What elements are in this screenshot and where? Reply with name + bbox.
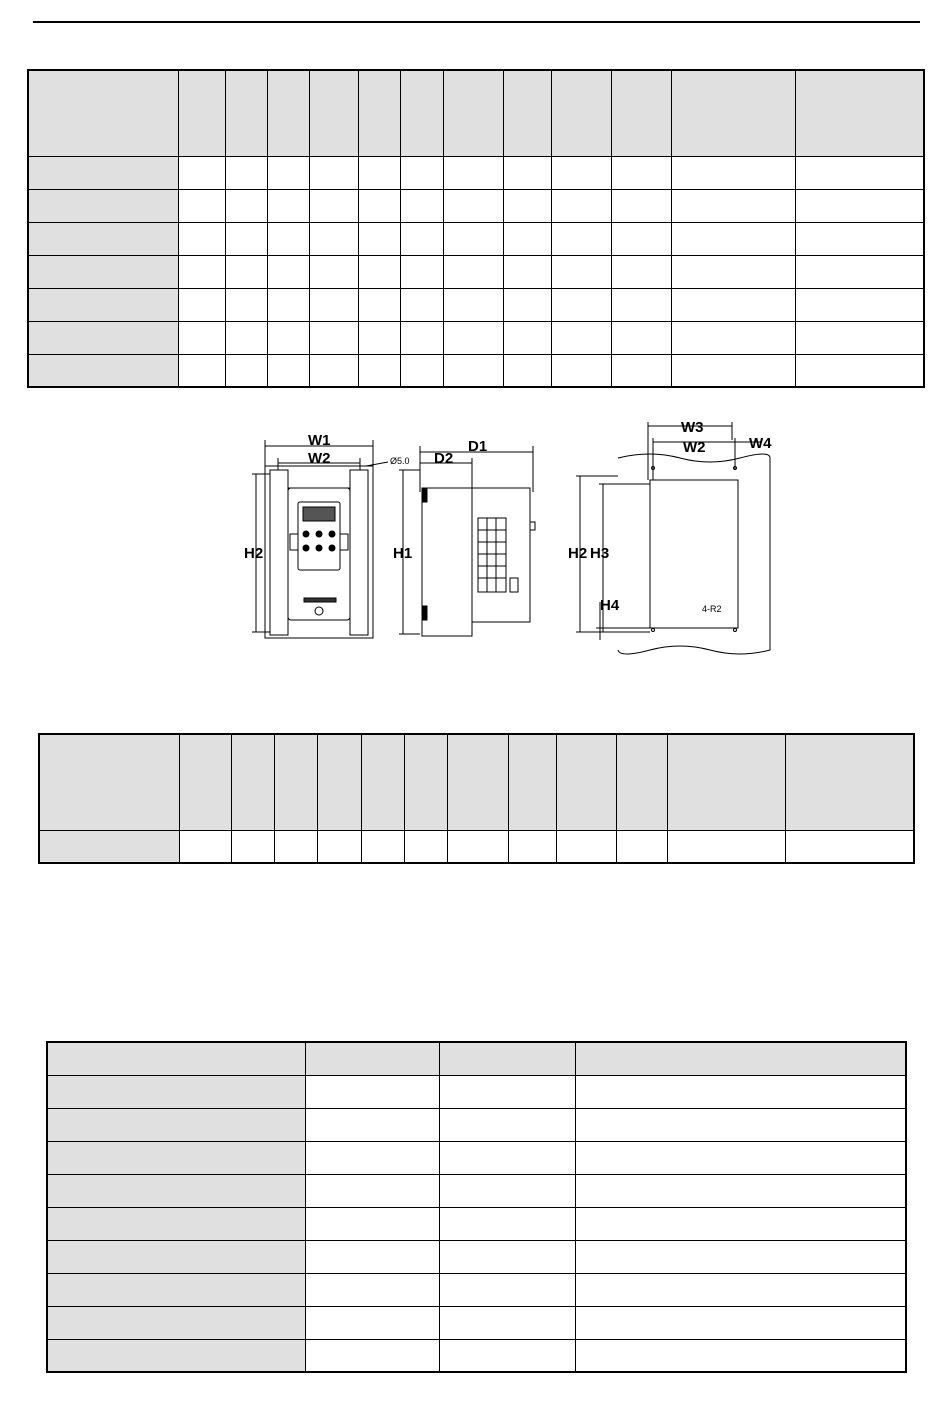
table-cell <box>267 288 309 321</box>
table-cell <box>611 255 671 288</box>
table-cell <box>358 222 400 255</box>
table-cell <box>503 354 551 387</box>
header-cell <box>575 1042 906 1075</box>
table-cell <box>400 255 443 288</box>
table-cell <box>575 1273 906 1306</box>
table-cell <box>400 222 443 255</box>
header-cell <box>225 70 267 156</box>
table-cell <box>551 354 611 387</box>
row-label-cell <box>47 1273 305 1306</box>
table-row <box>47 1108 906 1141</box>
table-cell <box>358 321 400 354</box>
table-cell <box>358 156 400 189</box>
table-cell <box>305 1075 439 1108</box>
table-cell <box>556 830 616 863</box>
header-cell <box>508 734 556 830</box>
row-label-cell <box>28 189 178 222</box>
header-cell <box>439 1042 575 1075</box>
table-cell <box>305 1141 439 1174</box>
table-cell <box>361 830 404 863</box>
table-cell <box>575 1174 906 1207</box>
table-cell <box>225 354 267 387</box>
table-cell <box>443 288 503 321</box>
table-cell <box>178 321 225 354</box>
table-cell <box>611 222 671 255</box>
table-cell <box>225 189 267 222</box>
table-cell <box>443 189 503 222</box>
label-h1: H1 <box>393 545 413 562</box>
header-cell <box>274 734 317 830</box>
table-cell <box>575 1207 906 1240</box>
row-label-cell <box>28 354 178 387</box>
row-label-cell <box>39 830 179 863</box>
table-row <box>28 156 924 189</box>
table-cell <box>616 830 667 863</box>
table-cell <box>671 321 795 354</box>
table-cell <box>551 255 611 288</box>
table-cell <box>305 1339 439 1372</box>
table-cell <box>575 1108 906 1141</box>
front-view <box>252 440 388 638</box>
header-cell <box>317 734 361 830</box>
table-cell <box>267 354 309 387</box>
table-cell <box>447 830 508 863</box>
header-cell-model <box>28 70 178 156</box>
row-label-cell <box>28 255 178 288</box>
table-cell <box>309 189 358 222</box>
table-cell <box>795 222 924 255</box>
row-label-cell <box>47 1240 305 1273</box>
table-row <box>47 1141 906 1174</box>
table-cell <box>178 288 225 321</box>
table-cell <box>309 222 358 255</box>
row-label-cell <box>28 222 178 255</box>
table-cell <box>309 156 358 189</box>
row-label-cell <box>47 1174 305 1207</box>
table-cell <box>551 321 611 354</box>
table-cell <box>443 255 503 288</box>
table-cell <box>575 1075 906 1108</box>
table-cell <box>785 830 914 863</box>
header-cell <box>611 70 671 156</box>
header-cell <box>47 1042 305 1075</box>
table-cell <box>671 222 795 255</box>
table-cell <box>795 288 924 321</box>
dimension-drawing <box>240 418 815 658</box>
dimension-table-2 <box>38 733 915 864</box>
table-cell <box>443 321 503 354</box>
table-row <box>47 1207 906 1240</box>
table-cell <box>305 1240 439 1273</box>
dimension-table <box>27 69 925 388</box>
table-cell <box>439 1306 575 1339</box>
table-cell <box>178 156 225 189</box>
table-cell <box>309 321 358 354</box>
spec-table <box>46 1041 907 1373</box>
table-cell <box>178 354 225 387</box>
table-row <box>47 1075 906 1108</box>
label-h3: H3 <box>590 545 610 562</box>
table-cell <box>305 1207 439 1240</box>
label-radius: 4-R2 <box>702 604 722 614</box>
header-cell <box>447 734 508 830</box>
mounting-view <box>576 422 770 654</box>
table-cell <box>795 156 924 189</box>
table-cell <box>611 156 671 189</box>
table-cell <box>358 288 400 321</box>
table-row <box>28 189 924 222</box>
table-row <box>28 354 924 387</box>
header-cell <box>400 70 443 156</box>
table-cell <box>179 830 231 863</box>
header-cell <box>305 1042 439 1075</box>
table-cell <box>400 321 443 354</box>
header-cell <box>503 70 551 156</box>
table-cell <box>611 189 671 222</box>
table-cell <box>575 1306 906 1339</box>
table-row <box>28 255 924 288</box>
label-w4: W4 <box>749 435 772 452</box>
header-rule <box>33 21 920 23</box>
table-row <box>47 1273 906 1306</box>
table-cell <box>575 1141 906 1174</box>
table-cell <box>305 1108 439 1141</box>
table-cell <box>267 255 309 288</box>
table-row <box>28 288 924 321</box>
table-cell <box>404 830 447 863</box>
table-cell <box>439 1207 575 1240</box>
table-row <box>47 1306 906 1339</box>
table-cell <box>508 830 556 863</box>
row-label-cell <box>47 1306 305 1339</box>
table-cell <box>671 156 795 189</box>
table-cell <box>309 354 358 387</box>
table-cell <box>309 255 358 288</box>
table-header-row <box>39 734 914 830</box>
table-cell <box>439 1273 575 1306</box>
header-cell <box>358 70 400 156</box>
table-cell <box>267 189 309 222</box>
table-cell <box>225 156 267 189</box>
row-label-cell <box>28 156 178 189</box>
table-cell <box>611 288 671 321</box>
label-mount-h2: H2 <box>568 545 588 562</box>
table-cell <box>225 321 267 354</box>
row-label-cell <box>47 1108 305 1141</box>
row-label-cell <box>47 1141 305 1174</box>
table-cell <box>358 255 400 288</box>
header-cell <box>616 734 667 830</box>
header-cell <box>551 70 611 156</box>
table-row <box>47 1174 906 1207</box>
row-label-cell <box>28 288 178 321</box>
table-cell <box>267 321 309 354</box>
table-cell <box>274 830 317 863</box>
table-cell <box>671 354 795 387</box>
table-cell <box>439 1075 575 1108</box>
header-cell <box>179 734 231 830</box>
table-cell <box>439 1174 575 1207</box>
header-cell <box>404 734 447 830</box>
header-cell <box>556 734 616 830</box>
table-cell <box>178 222 225 255</box>
table-cell <box>439 1108 575 1141</box>
header-cell <box>309 70 358 156</box>
table-cell <box>305 1174 439 1207</box>
table-cell <box>358 354 400 387</box>
table-cell <box>575 1339 906 1372</box>
table-cell <box>178 189 225 222</box>
table-cell <box>611 354 671 387</box>
table-cell <box>225 288 267 321</box>
table-cell <box>443 354 503 387</box>
table-cell <box>671 255 795 288</box>
row-label-cell <box>47 1207 305 1240</box>
header-cell <box>361 734 404 830</box>
label-d1: D1 <box>468 438 488 455</box>
table-cell <box>667 830 785 863</box>
table-cell <box>358 189 400 222</box>
table-cell <box>503 222 551 255</box>
table-header-row <box>28 70 924 156</box>
label-hole: Ø5.0 <box>390 456 410 466</box>
label-h2: H2 <box>244 545 264 562</box>
table-cell <box>551 288 611 321</box>
label-w2: W2 <box>308 450 331 467</box>
table-header-row <box>47 1042 906 1075</box>
table-cell <box>795 189 924 222</box>
label-w3: W3 <box>681 419 704 436</box>
table-row <box>39 830 914 863</box>
table-cell <box>551 156 611 189</box>
table-cell <box>305 1273 439 1306</box>
table-cell <box>503 255 551 288</box>
table-cell <box>400 156 443 189</box>
header-cell-model <box>39 734 179 830</box>
label-w1: W1 <box>308 432 331 449</box>
table-cell <box>671 288 795 321</box>
table-cell <box>267 156 309 189</box>
table-cell <box>231 830 274 863</box>
table-cell <box>267 222 309 255</box>
table-cell <box>309 288 358 321</box>
table-cell <box>443 156 503 189</box>
table-cell <box>551 222 611 255</box>
table-cell <box>400 354 443 387</box>
header-cell <box>667 734 785 830</box>
header-cell <box>178 70 225 156</box>
row-label-cell <box>28 321 178 354</box>
table-cell <box>225 255 267 288</box>
header-cell <box>231 734 274 830</box>
table-row <box>47 1339 906 1372</box>
table-cell <box>305 1306 439 1339</box>
table-cell <box>503 156 551 189</box>
header-cell <box>785 734 914 830</box>
label-d2: D2 <box>434 450 454 467</box>
table-cell <box>439 1240 575 1273</box>
table-cell <box>400 189 443 222</box>
header-cell <box>671 70 795 156</box>
row-label-cell <box>47 1339 305 1372</box>
header-cell <box>267 70 309 156</box>
label-mount-w2: W2 <box>683 439 706 456</box>
table-row <box>28 222 924 255</box>
table-cell <box>795 354 924 387</box>
table-cell <box>439 1339 575 1372</box>
table-cell <box>671 189 795 222</box>
table-cell <box>575 1240 906 1273</box>
table-cell <box>178 255 225 288</box>
table-cell <box>317 830 361 863</box>
header-cell <box>443 70 503 156</box>
table-cell <box>225 222 267 255</box>
table-cell <box>551 189 611 222</box>
table-cell <box>439 1141 575 1174</box>
table-row <box>47 1240 906 1273</box>
table-cell <box>795 321 924 354</box>
table-row <box>28 321 924 354</box>
table-cell <box>503 288 551 321</box>
table-cell <box>400 288 443 321</box>
row-label-cell <box>47 1075 305 1108</box>
header-cell <box>795 70 924 156</box>
table-cell <box>503 321 551 354</box>
table-cell <box>795 255 924 288</box>
label-h4: H4 <box>600 597 620 614</box>
table-cell <box>611 321 671 354</box>
table-cell <box>503 189 551 222</box>
table-cell <box>443 222 503 255</box>
side-view <box>399 446 535 636</box>
